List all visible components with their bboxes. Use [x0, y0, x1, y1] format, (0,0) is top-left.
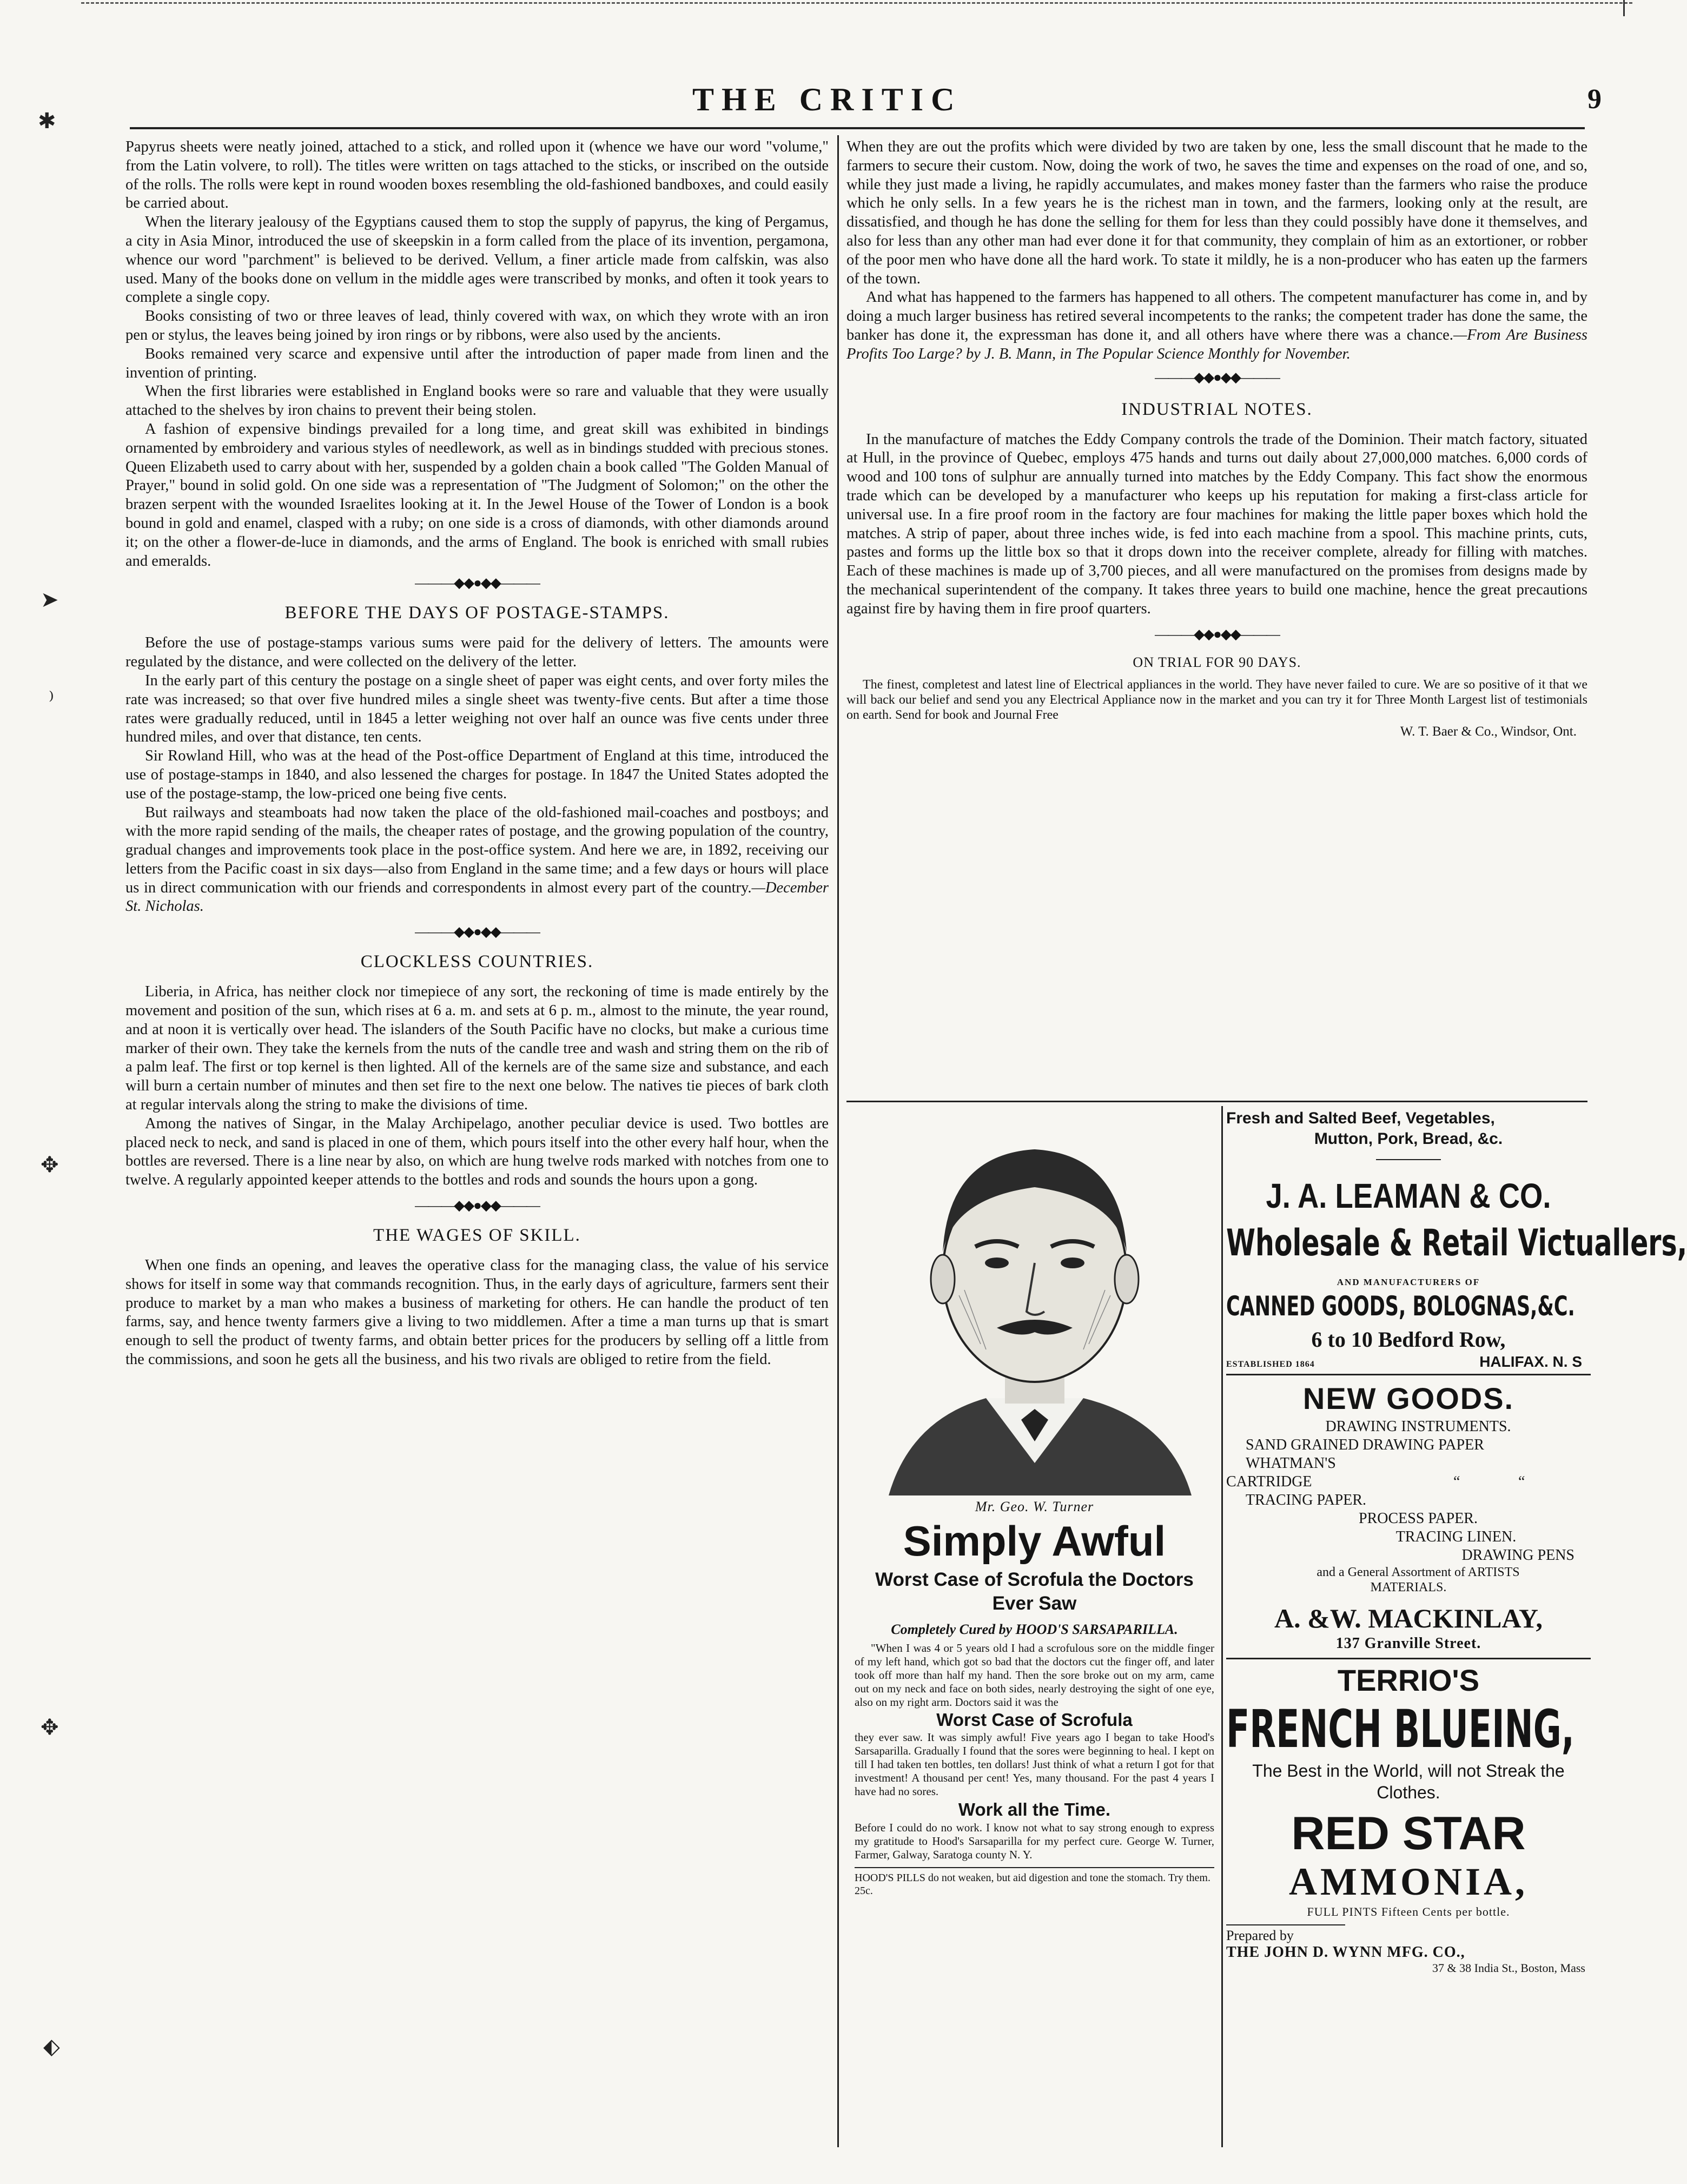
advertisement-rule	[846, 1101, 1587, 1102]
edge-mark	[1623, 0, 1625, 16]
column-right	[846, 138, 1587, 741]
mackinlay-item: TRACING PAPER.	[1246, 1492, 1367, 1508]
article-paragraph: Before the use of postage-stamps various sums were paid for the delivery of letters. The amounts were regulated by the distance, and were collected on the delivery of the letter.	[125, 634, 829, 671]
margin-mark: ✱	[38, 109, 56, 133]
mackinlay-item: SAND GRAINED DRAWING PAPER	[1246, 1437, 1484, 1453]
ornament-divider: ―――◆◆●◆◆―――	[415, 1197, 539, 1214]
article-paragraph: Papyrus sheets were neatly joined, attached to a stick, and rolled upon it (whence we have our word "volume," from the Latin volvere, to roll). The titles were written on tags attached to the sticks, or inscribed on the outside of the rolls. The rolls were kept in round wooden boxes resembling the old-fashioned bandboxes, and could easily be carried about.	[125, 138, 829, 212]
mackinlay-item: TRACING LINEN.	[1395, 1528, 1517, 1545]
article-paragraph	[125, 804, 829, 917]
article-paragraph: When the literary jealousy of the Egyptians caused them to stop the supply of papyrus, the king of Pergamus, a city in Asia Minor, introduced the use of skeepskin in a form called from the place of its invention, pergamona, whence our word "parchment" is believed to be derived. Vellum, a finer article made from calfskin, was also used. Many of the books done on vellum in the middle ages were transcribed by monks, and often it took years to complete a single copy.	[125, 214, 829, 306]
leaman-goods: CANNED GOODS, BOLOGNAS,&C.	[1226, 1290, 1575, 1322]
ad-heading: ON TRIAL FOR 90 DAYS.	[1133, 654, 1301, 670]
margin-mark: ✥	[41, 1715, 59, 1739]
mackinlay-item: PROCESS PAPER.	[1359, 1510, 1478, 1527]
newspaper-title: THE CRITIC	[692, 82, 962, 117]
redstar-name: RED STAR	[1291, 1808, 1526, 1859]
article-heading: THE WAGES OF SKILL.	[373, 1226, 581, 1246]
portrait-illustration	[867, 1117, 1202, 1495]
article-paragraph: When one finds an opening, and leaves the operative class for the managing class, the value of his service shows for itself in some way that commands recognition. Thus, in the early days of agriculture, farmers sent their produce to market by a man who makes a business of marketing for others. He can handle the product of ten farms, say, and hence twenty farmers give a living to two middlemen. After a time a man turns up that is smart enough to sell the product of twenty farms, and obtain better prices for the producers by selling off a little from the commissions, and soon he gets all the business, and his two rivals are obliged to retire from the field.	[125, 1257, 829, 1368]
ornament-divider: ―――◆◆●◆◆―――	[1155, 369, 1279, 385]
ad-testimonial: they ever saw. It was simply awful! Five years ago I began to take Hood's Sarsaparilla. Gradually I found that the sores were beginning to heal. I kept on till I had taken ten bottles, ten dollars! Just think of what a return I got for that investment! A thousand per cent! Yes, many thousand. For the past 4 years I have had no sores.	[855, 1731, 1214, 1798]
mackinlay-row	[1226, 1473, 1591, 1491]
article-heading: BEFORE THE DAYS OF POSTAGE-STAMPS.	[285, 603, 670, 623]
article-paragraph: Books consisting of two or three leaves of lead, thinly covered with wax, on which they wrote with an iron pen or stylus, the leaves being joined by iron rings or by ribbons, were also used by the ancients.	[125, 308, 829, 343]
article-paragraph	[846, 288, 1587, 363]
margin-mark: ➤	[41, 587, 59, 612]
paragraph-text: And what has happened to the farmers has happened to all others. The competent manufacturer has come in, and by doing a much larger business has retired several incompetents to the ranks; the competent trader has done the same, the banker has done it, the expressman has done it, and all others have where there was a chance.	[846, 289, 1587, 343]
leaman-products: Fresh and Salted Beef, Vegetables,	[1226, 1109, 1495, 1127]
column-divider	[837, 135, 839, 2147]
ad-subheadline: Worst Case of Scrofula the Doctors Ever Saw	[875, 1569, 1194, 1614]
article-paragraph: In the manufacture of matches the Eddy Company controls the trade of the Dominion. Their match factory, situated at Hull, in the province of Quebec, employs 475 hands and turns out daily about 27,000,000 matches. 6,000 cords of wood and 100 tons of sulphur are annually turned into matches by the Eddy Company. This fact show the enormous trade which can be developed by a manufacturer who keeps up his reputation for making a first-class article for universal use. In a fire proof room in the factory are four machines for making the little paper boxes which hold the matches. A strip of paper, about three inches wide, is fed into each machine from a spool. This machine prints, cuts, pastes and forms up the little box so that it drops down into the receiver complete, already for filling with matches. Each of these machines is made up of 3,700 pieces, and all were manufactured on the promises from designs made by the mechanical superintendent of the company. It takes three years to build one machine, hence the great precautions against fire by having them in fire proof quarters.	[846, 431, 1587, 617]
margin-mark: ⬖	[43, 2034, 60, 2059]
article-paragraph: A fashion of expensive bindings prevailed for a long time, and great skill was exhibited in bindings ornamented by embroidery and various styles of needlework, as well as in bindings studded with precious stones. Queen Elizabeth used to carry about with her, suspended by a golden chain a book called "The Golden Manual of Prayer," bound in solid gold. On one side was a representation of "The Judgment of Solomon;" on the other the brazen serpent with the wounded Israelites looking at it. In the Jewel House of the Tower of London is a book bound in gold and enamel, clasped with a ruby; on one side is a cross of diamonds, with other diamonds around it; on the other a flower-de-luce in diamonds, and the arms of England. The book is enriched with small rubies and emeralds.	[125, 420, 829, 570]
ad-cured-line: Completely Cured by HOOD'S SARSAPARILLA.	[891, 1622, 1178, 1637]
leaman-trade: Wholesale & Retail Victuallers,	[1226, 1222, 1687, 1265]
article-paragraph: Books remained very scarce and expensive until after the introduction of paper made from linen and the invention of printing.	[125, 345, 829, 381]
terrio-name: TERRIO'S	[1337, 1663, 1480, 1697]
ornament-divider: ―――◆◆●◆◆―――	[415, 924, 539, 940]
margin-mark: ✥	[41, 1153, 59, 1177]
leaman-city: HALIFAX. N. S	[1479, 1353, 1582, 1370]
ammonia-price: FULL PINTS Fifteen Cents per bottle.	[1307, 1905, 1510, 1918]
column-left	[125, 138, 829, 1369]
article-paragraph: In the early part of this century the postage on a single sheet of paper was eight cents, and over forty miles the rate was increased; so that over five hundred miles a single sheet was twenty-five cents. But after a time those rates were gradually reduced, until in 1845 a letter weighing not over half an ounce was five cents under three hundred miles, and over that distance, ten cents.	[125, 672, 829, 746]
ad-subheadline: Work all the Time.	[958, 1799, 1111, 1819]
ad-testimonial: "When I was 4 or 5 years old I had a scrofulous sore on the middle finger of my left hand, which got so bad that the doctors cut the finger off, and later took off more than half my hand. Then the sore broke out on my arm, came out on my neck and face on both sides, nearly destroying the sight of one eye, also on my right arm. Doctors said it was the	[855, 1642, 1214, 1709]
article-paragraph: Liberia, in Africa, has neither clock nor timepiece of any sort, the reckoning of time is made entirely by the movement and position of the sun, which rises at 6 a. m. and sets at 6 p. m., almost to the minute, the year round, and at noon it is vertically over head. The islanders of the South Pacific have no clocks, but make a curious time marker of their own. They take the kernels from the nuts of the candle tree and wash and string them on the rib of a palm leaf. The first or top kernel is then lighted. All of the kernels are of the same size and substance, and each will burn a certain number of minutes and then set fire to the next one below. The natives tie pieces of bark cloth at regular intervals along the string to make the divisions of time.	[125, 983, 829, 1114]
header-rule	[130, 127, 1585, 129]
ad-divider	[1226, 1658, 1591, 1659]
top-border	[81, 2, 1632, 4]
page-number: 9	[1587, 84, 1602, 115]
article-paragraph: When the first libraries were established in England books were so rare and valuable that they were usually attached to the shelves by iron chains to prevent their being stolen.	[125, 383, 829, 419]
manufacturer: THE JOHN D. WYNN MFG. CO.,	[1226, 1944, 1465, 1961]
prepared-by: Prepared by	[1226, 1928, 1294, 1943]
source-credit: —December St. Nicholas.	[125, 879, 829, 915]
leaman-established: ESTABLISHED 1864	[1226, 1360, 1315, 1369]
mackinlay-heading: NEW GOODS.	[1302, 1381, 1514, 1415]
ad-subheadline: Worst Case of Scrofula	[936, 1710, 1133, 1730]
leaman-mfr: AND MANUFACTURERS OF	[1337, 1277, 1480, 1287]
mackinlay-item: CARTRIDGE	[1226, 1473, 1312, 1490]
hoods-advertisement	[855, 1106, 1214, 2147]
ditto-mark: “	[1518, 1473, 1525, 1490]
leaman-footer	[1226, 1353, 1591, 1371]
terrio-product: FRENCH BLUEING,	[1226, 1699, 1574, 1759]
ad-text: The finest, completest and latest line of Electrical appliances in the world. They have never failed to cure. We are so positive of it that we will back our belief and send you any Electrical Appliance now in the market and you can try it for Three Month Largest list of testimonials on earth. Send for book and Journal Free	[846, 677, 1587, 722]
mackinlay-item: DRAWING INSTRUMENTS.	[1325, 1418, 1511, 1435]
article-paragraph: Among the natives of Singar, in the Malay Archipelago, another peculiar device is used. Two bottles are placed neck to neck, and sand is placed in one of them, which pours itself into the other every half hour, when the bottles are reversed. There is a line near by also, on which are hung twelve rods marked with notches from one to twelve. A regularly appointed keeper attends to the bottles and rods and sounds the hours upon a gong.	[125, 1115, 829, 1189]
leaman-address: 6 to 10 Bedford Row,	[1311, 1327, 1506, 1352]
mackinlay-name: A. &W. MACKINLAY,	[1274, 1603, 1543, 1633]
article-paragraph: When they are out the profits which were divided by two are taken by one, less the small discount that he made to the farmers to secure their custom. Now, doing the work of two, he saves the time and expenses on the road of one, and so, while they just made a living, he rapidly accumulates, and makes money faster than the farmers who raise the produce which he only sells. In a few years he is the richest man in town, and the farmers, looking only at the result, are dissatisfied, and though he has done the selling for them for less than they could possibly have done it themselves, and also for less than any other man had ever done it for that community, they complain of him as an extortioner, or robber of the poor men who have done all the hard work. To state it mildly, he is a non-producer who has eaten up the farmers of the town.	[846, 138, 1587, 287]
right-advertisements	[1221, 1106, 1687, 2147]
ornament-divider: ―――◆◆●◆◆―――	[415, 575, 539, 591]
mackinlay-item: DRAWING PENS	[1461, 1547, 1574, 1564]
source-credit: —From Are Business Profits Too Large? by J. B. Mann, in The Popular Science Monthly for November.	[846, 326, 1587, 362]
mackinlay-address: 137 Granville Street.	[1335, 1635, 1481, 1652]
ad-headline: Simply Awful	[903, 1517, 1166, 1565]
mackinlay-item: and a General Assortment of ARTISTS MATERIALS.	[1316, 1565, 1520, 1594]
ammonia-name: AMMONIA,	[1289, 1860, 1528, 1903]
masthead	[0, 81, 1632, 117]
mackinlay-item: WHATMAN'S	[1246, 1455, 1336, 1472]
article-heading: INDUSTRIAL NOTES.	[1121, 399, 1313, 419]
paragraph-text: But railways and steamboats had now taken the place of the old-fashioned mail-coaches and postboys; and with the more rapid sending of the mails, the cheaper rates of postage, and the growing population of the country, gradual changes and improvements took place in the post-office system. And here we are, in 1892, receiving our letters from the Pacific coast in six days—also from England in the same time; and a few days or hours will place us in direct communication with our friends and correspondents in almost every part of the country.	[125, 804, 829, 896]
ditto-mark: “	[1453, 1473, 1460, 1490]
margin-mark: ⁾	[49, 687, 54, 712]
leaman-products: Mutton, Pork, Bread, &c.	[1314, 1130, 1503, 1148]
ad-divider	[1226, 1924, 1345, 1925]
ad-testimonial: Before I could do no work. I know not what to say strong enough to express my gratitude to Hood's Sarsaparilla for my perfect cure. George W. Turner, Farmer, Galway, Saratoga county N. Y.	[855, 1821, 1214, 1861]
article-heading: CLOCKLESS COUNTRIES.	[360, 952, 594, 972]
ad-divider	[1376, 1159, 1441, 1160]
terrio-tagline: The Best in the World, will not Streak the Clothes.	[1252, 1761, 1565, 1802]
ad-divider	[1226, 1374, 1591, 1375]
portrait-caption: Mr. Geo. W. Turner	[975, 1499, 1094, 1514]
leaman-name: J. A. LEAMAN & CO.	[1266, 1176, 1551, 1215]
ad-signature: W. T. Baer & Co., Windsor, Ont.	[1400, 724, 1577, 739]
ad-pills-notice: HOOD'S PILLS do not weaken, but aid digestion and tone the stomach. Try them. 25c.	[855, 1867, 1214, 1897]
manufacturer-address: 37 & 38 India St., Boston, Mass	[1432, 1961, 1585, 1975]
article-paragraph: Sir Rowland Hill, who was at the head of the Post-office Department of England at this time, introduced the use of postage-stamps in 1840, and also lessened the charges for postage. In 1847 the United States adopted the use of the postage-stamp, the low-priced one being five cents.	[125, 747, 829, 802]
ornament-divider: ―――◆◆●◆◆―――	[1155, 626, 1279, 642]
